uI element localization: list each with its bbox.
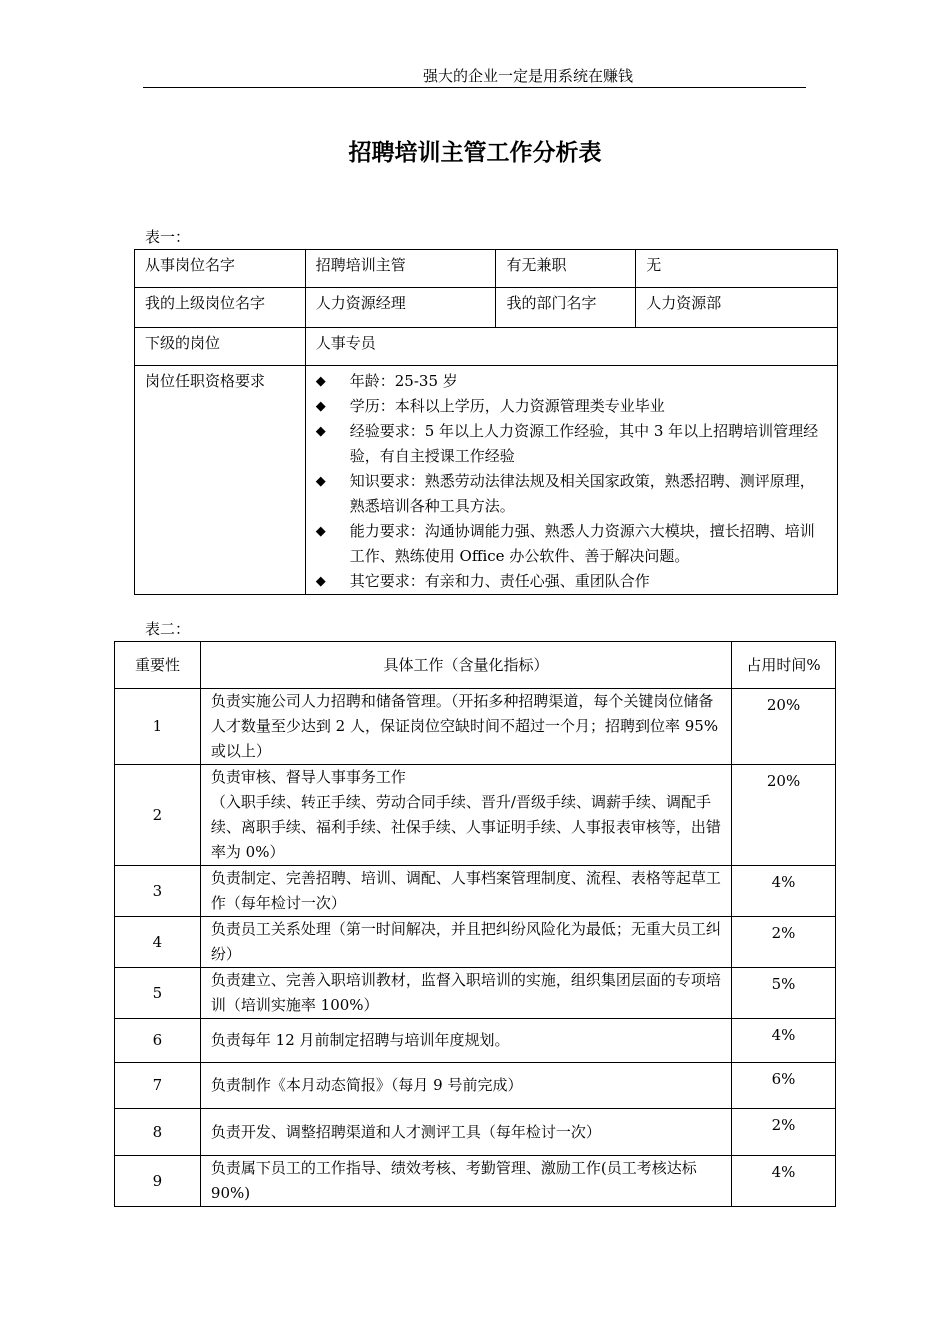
- work-cell: 负责制定、完善招聘、培训、调配、人事档案管理制度、流程、表格等起草工作（每年检讨一次）: [200, 866, 731, 917]
- diamond-bullet-icon: ◆: [315, 374, 326, 389]
- table2-caption: 表二：: [145, 620, 191, 638]
- column-header: 具体工作（含量化指标）: [200, 642, 731, 689]
- column-header: 占用时间%: [732, 642, 836, 689]
- value-cell: 招聘培训主管: [305, 250, 496, 288]
- requirements-list: [316, 369, 827, 594]
- job-info-table: [134, 249, 838, 595]
- list-item: [316, 569, 827, 594]
- importance-cell: 8: [115, 1109, 201, 1156]
- table-row: [115, 866, 836, 917]
- list-item: [316, 419, 827, 469]
- label-cell: 我的上级岗位名字: [135, 288, 306, 328]
- label-cell: 岗位任职资格要求: [135, 366, 306, 595]
- percent-cell: 4%: [732, 1019, 836, 1063]
- value-cell: 人力资源部: [636, 288, 838, 328]
- work-cell: 负责员工关系处理（第一时间解决，并且把纠纷风险化为最低；无重大员工纠纷）: [200, 917, 731, 968]
- value-cell: 人力资源经理: [305, 288, 496, 328]
- header-slogan: 强大的企业一定是用系统在赚钱: [423, 67, 634, 85]
- page-title: 招聘培训主管工作分析表: [348, 140, 602, 166]
- importance-cell: 2: [115, 765, 201, 866]
- percent-cell: 2%: [732, 1109, 836, 1156]
- percent-cell: 20%: [732, 689, 836, 765]
- table-row: [135, 250, 838, 288]
- table-row: [115, 968, 836, 1019]
- table-header-row: [115, 642, 836, 689]
- diamond-bullet-icon: ◆: [315, 424, 326, 439]
- work-cell: 负责每年 12 月前制定招聘与培训年度规划。: [200, 1019, 731, 1063]
- percent-cell: 5%: [732, 968, 836, 1019]
- percent-cell: 6%: [732, 1063, 836, 1109]
- table1-caption: 表一：: [145, 228, 191, 246]
- percent-cell: 20%: [732, 765, 836, 866]
- diamond-bullet-icon: ◆: [315, 474, 326, 489]
- work-cell: 负责审核、督导人事事务工作 （入职手续、转正手续、劳动合同手续、晋升/晋级手续、调薪手续、调配手续、离职手续、福利手续、社保手续、人事证明手续、人事报表审核等，出错率为 0%）: [200, 765, 731, 866]
- table-row: [115, 1019, 836, 1063]
- importance-cell: 6: [115, 1019, 201, 1063]
- value-cell: 人事专员: [305, 328, 837, 366]
- percent-cell: 4%: [732, 1156, 836, 1207]
- work-cell: 负责建立、完善入职培训教材，监督入职培训的实施，组织集团层面的专项培训（培训实施率 100%）: [200, 968, 731, 1019]
- work-cell: 负责实施公司人力招聘和储备管理。（开拓多种招聘渠道，每个关键岗位储备人才数量至少达到 2 人，保证岗位空缺时间不超过一个月；招聘到位率 95%或以上）: [200, 689, 731, 765]
- requirement-text: 其它要求：有亲和力、责任心强、重团队合作: [349, 572, 650, 590]
- requirement-text: 年龄：25-35 岁: [349, 372, 458, 390]
- table-row: [115, 917, 836, 968]
- requirement-text: 能力要求：沟通协调能力强、熟悉人力资源六大模块，擅长招聘、培训工作、熟练使用 Office 办公软件、善于解决问题。: [349, 522, 815, 565]
- importance-cell: 9: [115, 1156, 201, 1207]
- list-item: [316, 469, 827, 519]
- importance-cell: 7: [115, 1063, 201, 1109]
- label-cell: 有无兼职: [496, 250, 636, 288]
- list-item: [316, 394, 827, 419]
- label-cell: 下级的岗位: [135, 328, 306, 366]
- label-cell: 从事岗位名字: [135, 250, 306, 288]
- percent-cell: 4%: [732, 866, 836, 917]
- value-cell: 无: [636, 250, 838, 288]
- table-row: [115, 1109, 836, 1156]
- list-item: [316, 369, 827, 394]
- table-row: [115, 689, 836, 765]
- list-item: [316, 519, 827, 569]
- importance-cell: 5: [115, 968, 201, 1019]
- requirement-text: 经验要求：5 年以上人力资源工作经验，其中 3 年以上招聘培训管理经验，有自主授课工作经验: [349, 422, 819, 465]
- requirement-text: 学历：本科以上学历，人力资源管理类专业毕业: [349, 397, 665, 415]
- importance-cell: 1: [115, 689, 201, 765]
- work-cell: 负责属下员工的工作指导、绩效考核、考勤管理、激励工作(员工考核达标 90%): [200, 1156, 731, 1207]
- label-cell: 我的部门名字: [496, 288, 636, 328]
- requirements-cell: [305, 366, 837, 595]
- percent-cell: 2%: [732, 917, 836, 968]
- table-row: [135, 328, 838, 366]
- importance-cell: 4: [115, 917, 201, 968]
- table-row: [135, 366, 838, 595]
- work-cell: 负责开发、调整招聘渠道和人才测评工具（每年检讨一次）: [200, 1109, 731, 1156]
- diamond-bullet-icon: ◆: [315, 399, 326, 414]
- table-row: [115, 765, 836, 866]
- importance-cell: 3: [115, 866, 201, 917]
- requirement-text: 知识要求：熟悉劳动法律法规及相关国家政策，熟悉招聘、测评原理，熟悉培训各种工具方法。: [349, 472, 815, 515]
- work-cell: 负责制作《本月动态简报》（每月 9 号前完成）: [200, 1063, 731, 1109]
- page-header: [143, 60, 806, 88]
- diamond-bullet-icon: ◆: [315, 524, 326, 539]
- table-row: [115, 1156, 836, 1207]
- table-row: [115, 1063, 836, 1109]
- column-header: 重要性: [115, 642, 201, 689]
- duties-table: [114, 641, 836, 1207]
- table-row: [135, 288, 838, 328]
- diamond-bullet-icon: ◆: [315, 574, 326, 589]
